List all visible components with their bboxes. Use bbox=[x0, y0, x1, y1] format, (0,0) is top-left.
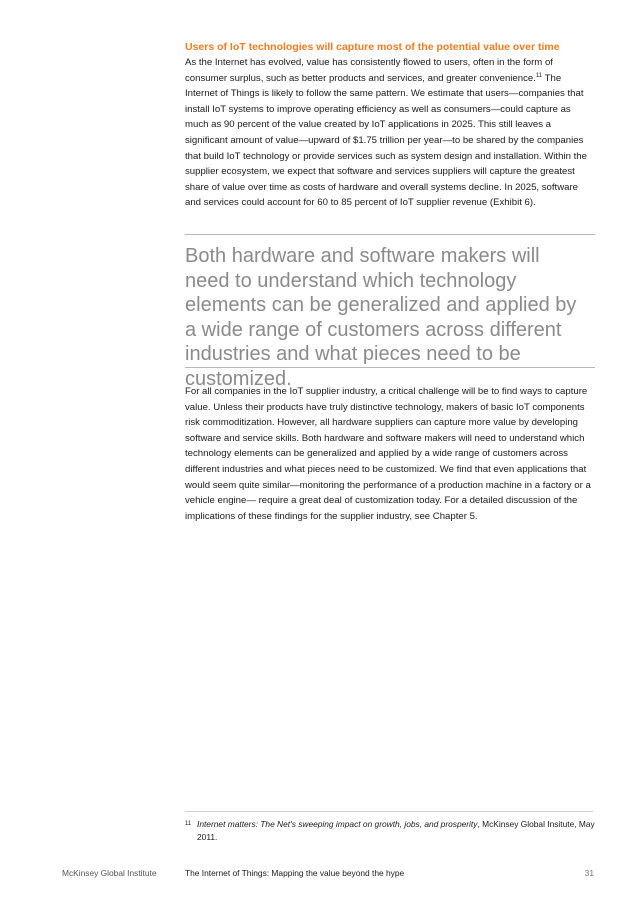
footnote bbox=[185, 818, 595, 843]
paragraph-1-text-a: As the Internet has evolved, value has consistently flowed to users, often in the form of consumer surplus, such as better products and services, and greater convenience. bbox=[185, 57, 553, 84]
footnote-title: Internet matters: The Net's sweeping impact on growth, jobs, and prosperity bbox=[197, 819, 478, 829]
pullquote: Both hardware and software makers will need to understand which technology elements can be generalized and applied by a wide range of customers across different industries and what pieces need to be customized. bbox=[185, 245, 577, 390]
footer-organization: McKinsey Global Institute bbox=[62, 868, 157, 878]
paragraph-1 bbox=[185, 55, 595, 211]
footnote-number: 11 bbox=[185, 821, 192, 827]
footnote-divider bbox=[185, 811, 593, 812]
footnote-rest: , McKinsey Global Insitute, May 2011. bbox=[197, 819, 595, 842]
footer-report-title: The Internet of Things: Mapping the value beyond the hype bbox=[185, 868, 405, 878]
section-heading: Users of IoT technologies will capture most of the potential value over time bbox=[185, 41, 560, 53]
footnote-text bbox=[197, 818, 595, 843]
pullquote-top-rule bbox=[185, 234, 595, 235]
footnote-reference[interactable]: 11 bbox=[535, 72, 543, 79]
paragraph-2: For all companies in the IoT supplier industry, a critical challenge will be to find ways to capture value. Unless their products have truly distinctive technology, makers of basic IoT components risk commoditization. However, all hardware suppliers can capture more value by developing software and service skills. Both hardware and software makers will need to understand which technology elements can be generalized and applied by a wide range of customers across different industries and what pieces need to be customized. We find that even applications that would seem quite similar—monitoring the performance of a production machine in a factory or a vehicle engine— require a great deal of customization today. For a detailed discussion of the implications of these findings for the supplier industry, see Chapter 5. bbox=[185, 386, 591, 522]
page-number: 31 bbox=[584, 868, 594, 878]
paragraph-1-text-b: The Internet of Things is likely to follow the same pattern. We estimate that users—companies that install IoT systems to improve operating efficiency as well as consumers—could capture as much as 90 percent of the value created by IoT applications in 2025. This still leaves a significant amount of value—upward of $1.75 trillion per year—to be shared by the companies that build IoT technology or provide services such as system design and installation. Within the supplier ecosystem, we expect that software and services suppliers will capture the greatest share of value over time as costs of hardware and overall systems decline. In 2025, software and services could account for 60 to 85 percent of IoT supplier revenue (Exhibit 6). bbox=[185, 72, 587, 209]
pullquote-bottom-rule bbox=[185, 367, 595, 368]
